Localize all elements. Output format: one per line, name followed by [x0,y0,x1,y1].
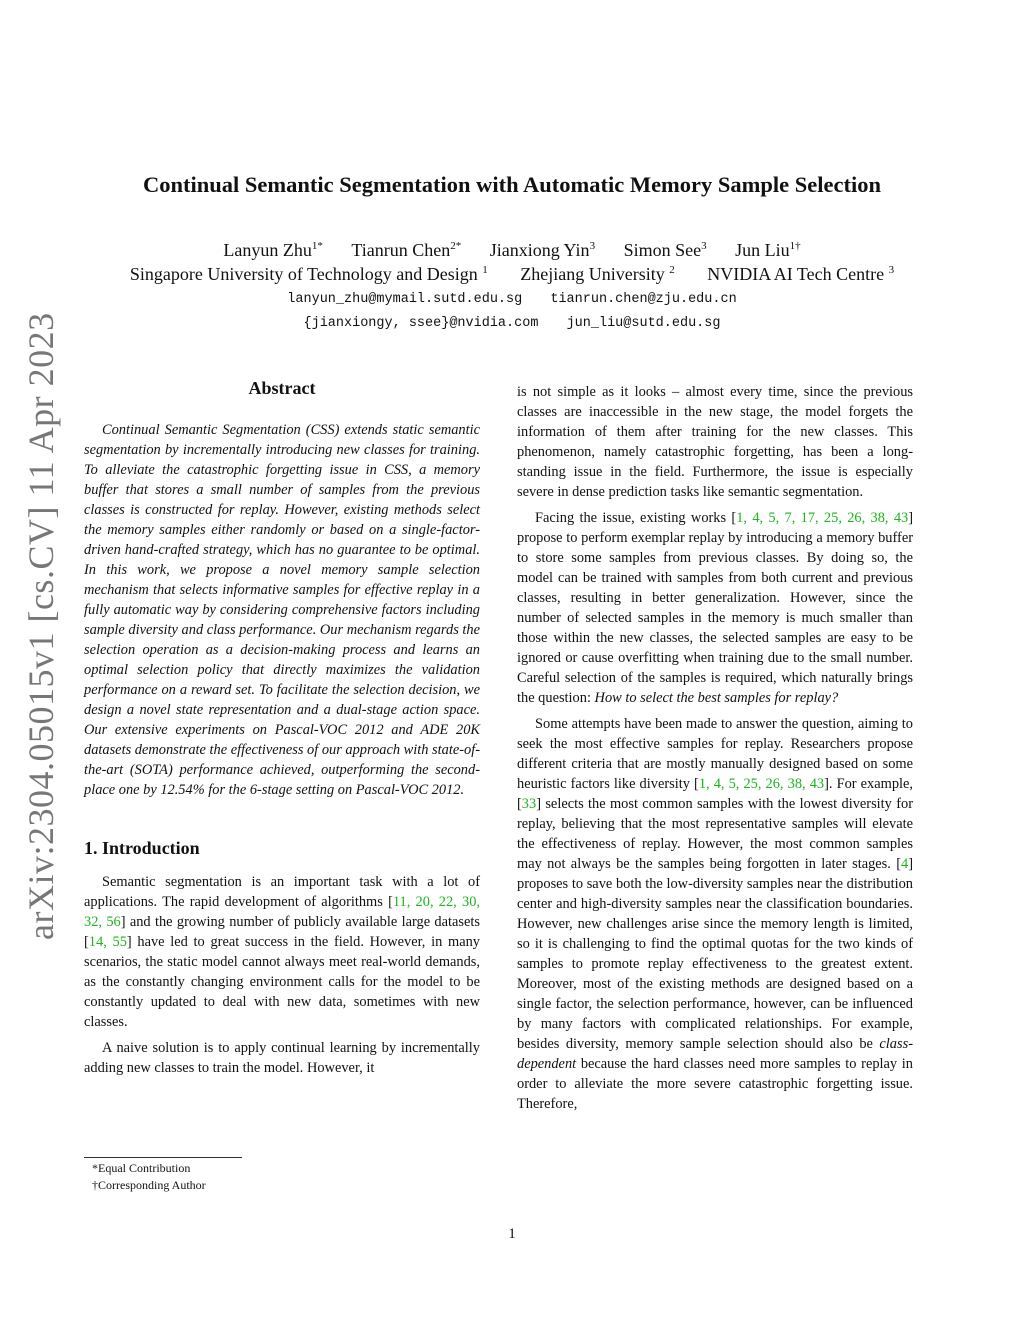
body-paragraph-2: Facing the issue, existing works [1, 4, 5, 7, 17, 25, 26, 38, 43] propose to perform exemplar replay by introducing a memory buffer to store some samples from previous classes. By doing so, the model can be trained with samples from both current and previous classes, resulting in better generalization. However, since the number of selected samples in the memory is much smaller than those within the new classes, the selected samples are easy to be ignored or cause overfitting when training due to the small number. Careful selection of the samples is required, which naturally brings the question: How to select the best samples for replay? [517,510,914,706]
citation-link[interactable]: 4 [901,856,909,872]
right-column [517,382,913,1120]
affiliation: Zhejiang University $^2$ [520,264,675,284]
author-list [0,240,1024,261]
introduction-heading: 1. Introduction [84,838,200,858]
affiliation-list [0,264,1024,285]
body-paragraph-1: is not simple as it looks – almost every time, since the previous classes are inaccessible in the new stage, the model forgets the information of them after training for the new classes. This phenomenon, namely catastrophic forgetting, has been a long-standing issue in the field. Furthermore, the issue is especially severe in dense prediction tasks like semantic segmentation. [517,384,913,500]
footnotes [92,1160,206,1194]
abstract-heading: Abstract [248,378,316,398]
author: Tianrun Chen$^{2*}$ [351,240,462,260]
footnote: †Corresponding Author [92,1178,206,1192]
email: jun_liu@sutd.edu.sg [566,316,721,331]
body-paragraph-3: Some attempts have been made to answer the question, aiming to seek the most effective samples for replay. Researchers propose different criteria that are mostly manually designed based on some heuristic factors like diversity [1, 4, 5, 25, 26, 38, 43]. For example, [33] selects the most common samples with the lowest diversity for replay, believing that the most representative samples will elevate the effectiveness of replay. However, the most common samples may not always be the samples being forgotten in later stages. [4] proposes to save both the low-diversity samples near the distribution center and high-diversity samples near the classification boundaries. However, new challenges arise since the memory length is limited, so it is challenging to find the optimal quotas for the two kinds of samples to promote replay effectiveness to the greatest extent. Moreover, most of the existing methods are designed based on a single factor, the selection performance, however, can be influenced by many factors with complicated relationships. For example, besides diversity, memory sample selection should also be class-dependent because the hard classes need more samples to replay in order to alleviate the more severe catastrophic forgetting issue. Therefore, [517,716,913,1112]
author: Jianxiong Yin$^3$ [489,240,596,260]
abstract-text: Continual Semantic Segmentation (CSS) extends static semantic segmentation by incrementally introducing new classes for training. To alleviate the catastrophic forgetting issue in CSS, a memory buffer that stores a small number of samples from the previous classes is constructed for replay. However, existing methods select the memory samples either randomly or based on a single-factor-driven hand-crafted strategy, which has no guarantee to be optimal. In this work, we propose a novel memory sample selection mechanism that selects informative samples for effective replay in a fully automatic way by considering comprehensive factors including sample diversity and class performance. Our mechanism regards the selection operation as a decision-making process and learns an optimal selection policy that directly maximizes the validation performance on a reward set. To facilitate the selection decision, we design a novel state representation and a dual-stage action space. Our extensive experiments on Pascal-VOC 2012 and ADE 20K datasets demonstrate the effectiveness of our approach with state-of-the-art (SOTA) performance achieved, outperforming the second-place one by 12.54% for the 6-stage setting on Pascal-VOC 2012. [84,422,480,798]
email: lanyun_zhu@mymail.sutd.edu.sg [287,292,523,307]
citation-link[interactable]: 14, 55 [88,934,127,950]
page-number: 1 [508,1226,516,1242]
citation-link[interactable]: 1, 4, 5, 25, 26, 38, 43 [698,776,825,792]
left-column [84,378,480,1084]
footnote-rule [84,1157,242,1158]
affiliation: NVIDIA AI Tech Centre $^3$ [707,264,895,284]
author: Lanyun Zhu$^{1*}$ [223,240,323,260]
email-line-2 [0,316,1024,331]
email-line-1 [0,292,1024,307]
author: Jun Liu$^{1\dagger}$ [735,240,801,260]
intro-paragraph-1: Semantic segmentation is an important task with a lot of applications. The rapid development of algorithms [11, 20, 22, 30, 32, 56] and the growing number of publicly available large datasets [14, 55] have led to great success in the field. However, in many scenarios, the static model cannot always meet real-world demands, as the constantly changing environment calls for the model to be constantly updated to deal with new data, sometimes with new classes. [84,874,480,1030]
author: Simon See$^3$ [623,240,707,260]
email: tianrun.chen@zju.edu.cn [550,292,737,307]
intro-paragraph-2: A naive solution is to apply continual learning by incrementally adding new classes to train the model. However, it [84,1040,480,1076]
footnote: *Equal Contribution [92,1161,191,1175]
citation-link[interactable]: 33 [521,796,537,812]
affiliation: Singapore University of Technology and Design $^1$ [129,264,488,284]
paper-title: Continual Semantic Segmentation with Automatic Memory Sample Selection [142,172,882,197]
email: {jianxiongy, ssee}@nvidia.com [303,316,539,331]
citation-link[interactable]: 1, 4, 5, 7, 17, 25, 26, 38, 43 [736,510,909,526]
citation-link[interactable]: 11, 20, 22, 30, 32, 56 [84,894,480,930]
arxiv-stamp: arXiv:2304.05015v1 [cs.CV] 11 Apr 2023 [21,312,61,940]
